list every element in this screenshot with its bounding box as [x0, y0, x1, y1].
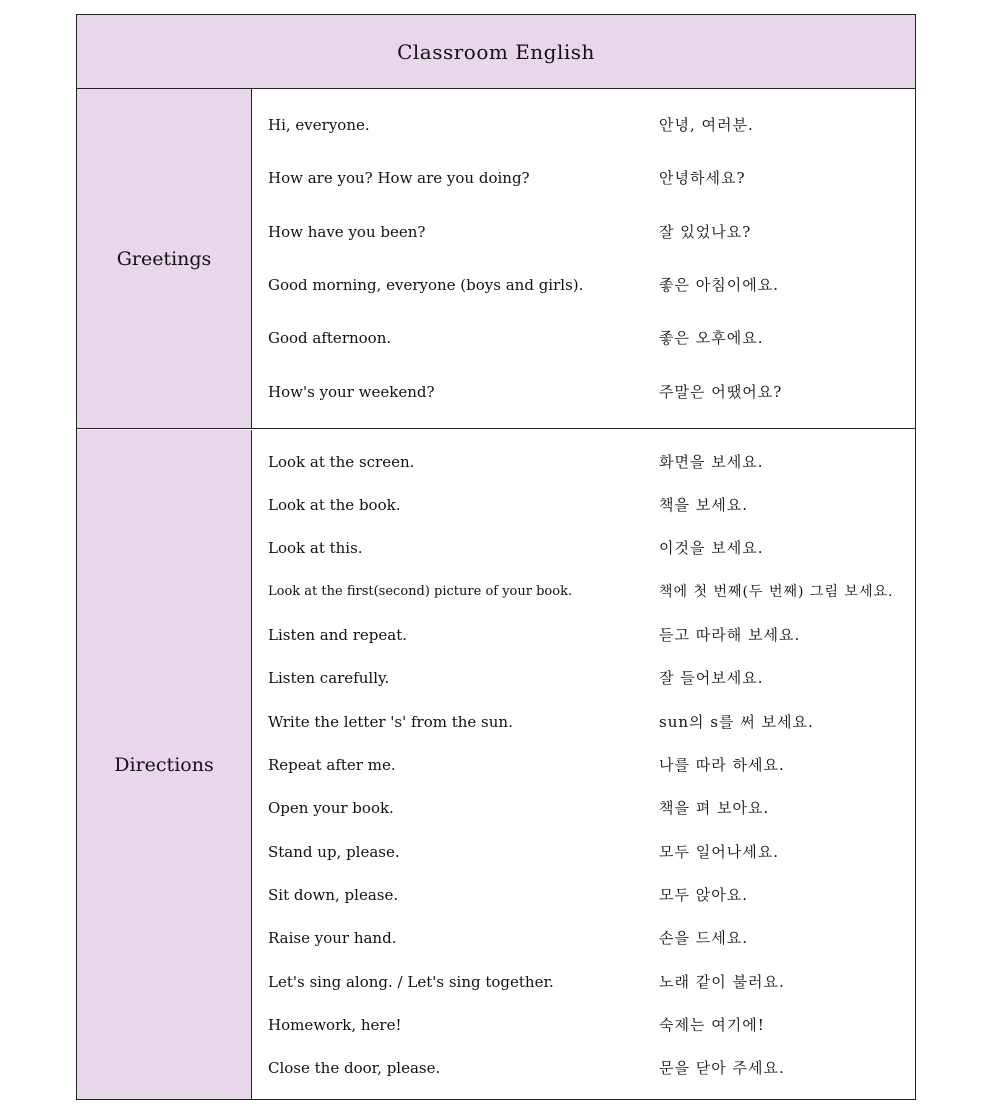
english-phrase: How's your weekend? [268, 383, 435, 401]
korean-translation: 노래 같이 불러요. [659, 973, 785, 991]
english-phrase: Good morning, everyone (boys and girls). [268, 276, 584, 294]
english-phrase: Look at this. [268, 539, 363, 557]
english-phrase: Look at the first(second) picture of your book. [268, 584, 573, 599]
korean-translation: 책에 첫 번째(두 번째) 그림 보세요. [659, 584, 894, 600]
korean-translation: 안녕, 여러분. [659, 116, 754, 134]
english-phrase: Close the door, please. [268, 1059, 441, 1077]
korean-translation: 좋은 오후에요. [659, 329, 764, 347]
korean-translation: 모두 앉아요. [659, 886, 748, 904]
table-row [252, 163, 915, 193]
english-phrase: Write the letter 's' from the sun. [268, 713, 513, 731]
english-phrase: Stand up, please. [268, 843, 400, 861]
english-phrase: How are you? How are you doing? [268, 169, 530, 187]
table-row [252, 880, 915, 910]
table-row [252, 490, 915, 520]
korean-translation: 주말은 어땠어요? [659, 383, 783, 401]
english-phrase: Let's sing along. / Let's sing together. [268, 973, 554, 991]
english-phrase: Repeat after me. [268, 756, 396, 774]
table-row [252, 1010, 915, 1040]
korean-translation: 듣고 따라해 보세요. [659, 626, 801, 644]
classroom-english-table [76, 14, 916, 1100]
table-row [252, 217, 915, 247]
korean-translation: sun의 s를 써 보세요. [659, 713, 814, 731]
english-phrase: Good afternoon. [268, 329, 392, 347]
korean-translation: 잘 있었나요? [659, 223, 752, 241]
korean-translation: 안녕하세요? [659, 169, 746, 187]
table-title: Classroom English [77, 15, 915, 89]
english-phrase: Hi, everyone. [268, 116, 370, 134]
korean-translation: 나를 따라 하세요. [659, 756, 785, 774]
table-row [252, 270, 915, 300]
table-row [252, 707, 915, 737]
english-phrase: Look at the screen. [268, 453, 415, 471]
korean-translation: 잘 들어보세요. [659, 669, 764, 687]
table-row [252, 793, 915, 823]
english-phrase: Look at the book. [268, 496, 401, 514]
korean-translation: 문을 닫아 주세요. [659, 1059, 785, 1077]
korean-translation: 책을 펴 보아요. [659, 799, 770, 817]
section-greetings [77, 89, 915, 429]
table-row [252, 620, 915, 650]
section-label-greetings: Greetings [77, 89, 252, 428]
korean-translation: 모두 일어나세요. [659, 843, 779, 861]
table-row [252, 1053, 915, 1083]
english-phrase: Raise your hand. [268, 929, 397, 947]
korean-translation: 책을 보세요. [659, 496, 748, 514]
table-row [252, 323, 915, 353]
korean-translation: 이것을 보세요. [659, 539, 764, 557]
korean-translation: 손을 드세요. [659, 929, 748, 947]
table-row [252, 577, 915, 607]
table-row [252, 923, 915, 953]
english-phrase: Sit down, please. [268, 886, 399, 904]
english-phrase: Open your book. [268, 799, 394, 817]
korean-translation: 숙제는 여기에! [659, 1016, 765, 1034]
korean-translation: 화면을 보세요. [659, 453, 764, 471]
table-row [252, 533, 915, 563]
english-phrase: Homework, here! [268, 1016, 402, 1034]
section-directions [77, 430, 915, 1099]
table-row [252, 750, 915, 780]
english-phrase: Listen and repeat. [268, 626, 408, 644]
korean-translation: 좋은 아침이에요. [659, 276, 779, 294]
table-row [252, 377, 915, 407]
table-row [252, 837, 915, 867]
section-label-directions: Directions [77, 430, 252, 1099]
table-row [252, 663, 915, 693]
table-row [252, 447, 915, 477]
table-row [252, 967, 915, 997]
english-phrase: Listen carefully. [268, 669, 390, 687]
table-row [252, 110, 915, 140]
english-phrase: How have you been? [268, 223, 426, 241]
